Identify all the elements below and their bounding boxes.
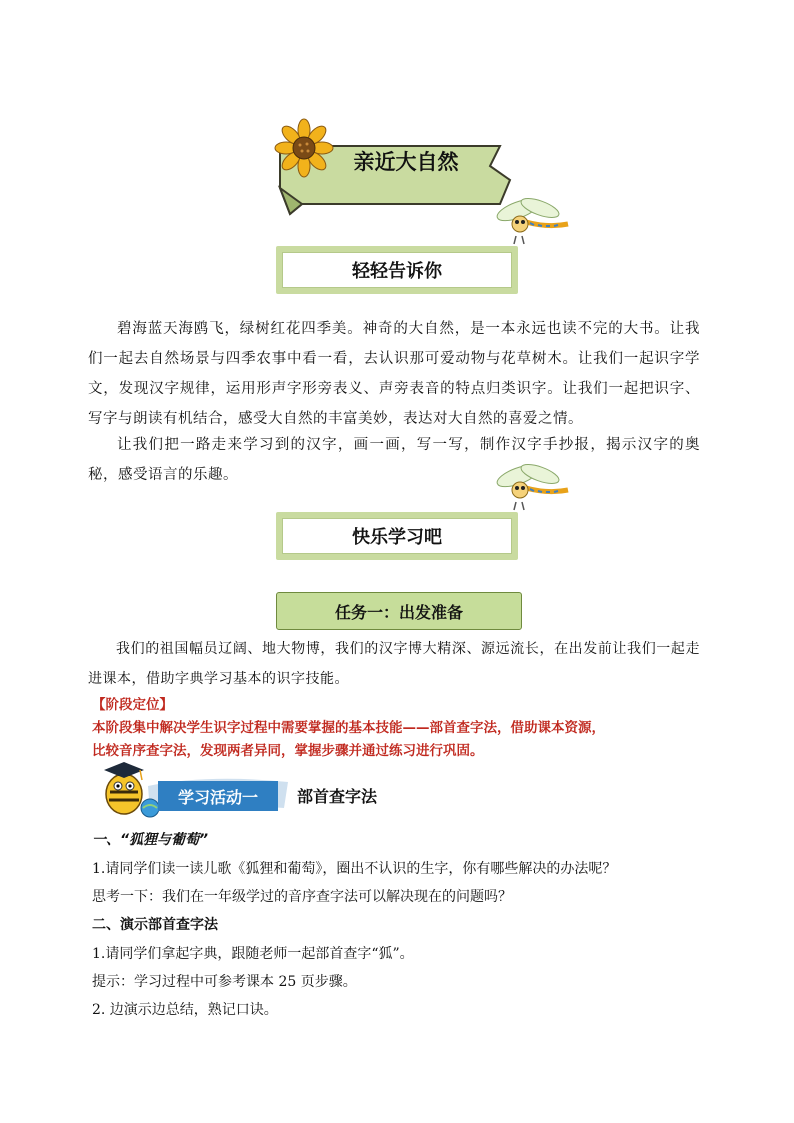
section-happy-label: 快乐学习吧 [282,518,512,554]
section-whisper [276,246,518,294]
content-heading-2: 二、演示部首查字法 [92,917,218,933]
stage-line-1: 本阶段集中解决学生识字过程中需要掌握的基本技能——部首查字法，借助课本资源， [92,720,605,736]
section-happy [276,512,518,560]
content-line-3: 1.请同学们拿起字典，跟随老师一起部首查字“狐”。 [92,946,414,962]
section-whisper-label: 轻轻告诉你 [282,252,512,288]
content-line-4: 提示：学习过程中可参考课本 25 页步骤。 [92,974,357,990]
task-paragraph: 我们的祖国幅员辽阔、地大物博，我们的汉字博大精深、源远流长，在出发前让我们一起走进课本，借助字典学习基本的识字技能。 [88,641,700,687]
stage-line-2: 比较音序查字法，发现两者异同，掌握步骤并通过练习进行巩固。 [92,743,484,759]
page-title: 亲近大自然 [353,150,459,174]
dragonfly-icon [488,196,574,248]
intro-paragraph-1: 碧海蓝天海鸥飞，绿树红花四季美。神奇的大自然，是一本永远也读不完的大书。让我们一起去自然场景与四季农事中看一看，去认识那可爱动物与花草树木。让我们一起识字学文，发现汉字规律，运用形声字形旁表义、声旁表音的特点归类识字。让我们一起把识字、写字与朗读有机结合，感受大自然的丰富美妙，表达对大自然的喜爱之情。 [88,321,700,427]
task-label: 任务一：出发准备 [276,592,522,630]
dragonfly-icon [488,462,574,514]
content-line-2: 思考一下：我们在一年级学过的音序查字法可以解决现在的问题吗？ [92,889,512,905]
content-heading-1: 一、“狐狸与葡萄” [92,832,209,848]
activity-title: 部首查字法 [297,787,378,806]
activity-tag: 学习活动一 [158,781,278,811]
stage-heading: 【阶段定位】 [92,697,173,713]
intro-paragraph-2: 让我们把一路走来学习到的汉字，画一画，写一写，制作汉字手抄报，揭示汉字的奥秘，感受语言的乐趣。 [88,437,700,483]
content-line-1: 1.请同学们读一读儿歌《狐狸和葡萄》，圈出不认识的生字，你有哪些解决的办法呢？ [92,861,617,877]
content-line-5: 2. 边演示边总结，熟记口诀。 [92,1002,278,1018]
